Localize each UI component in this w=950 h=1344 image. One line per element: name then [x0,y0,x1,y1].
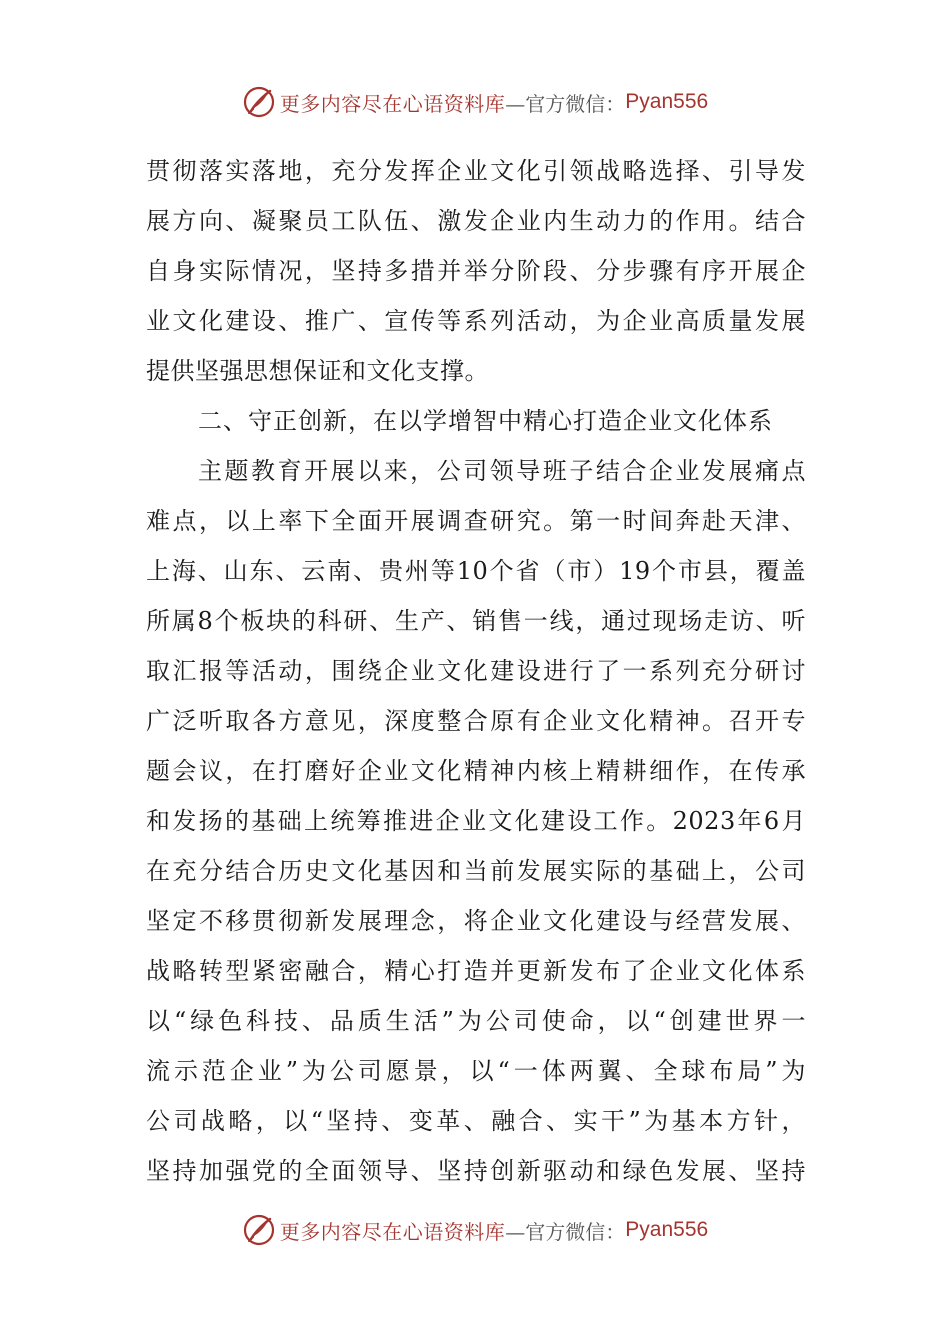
text-line: 上海、山东、云南、贵州等10个省（市）19个市县，覆盖 [146,557,806,585]
section-heading: 二、守正创新，在以学增智中精心打造企业文化体系 [198,407,773,435]
banner-text: 更多内容尽在心语资料库 [279,1219,506,1244]
text-line: 所属8个板块的科研、生产、销售一线，通过现场走访、听 [146,607,806,635]
banner-wechat-id: Pyan556 [625,90,709,113]
text-line: 流示范企业”为公司愿景，以“一体两翼、全球布局”为 [146,1057,806,1085]
banner-separator: —官方微信： [505,1219,626,1244]
text-line: 主题教育开展以来，公司领导班子结合企业发展痛点 [198,457,806,485]
banner-separator: —官方微信： [505,91,626,116]
quill-logo-icon [242,1213,276,1247]
text-line: 坚定不移贯彻新发展理念，将企业文化建设与经营发展、 [146,907,806,935]
header-watermark [0,82,950,122]
text-line: 难点，以上率下全面开展调查研究。第一时间奔赴天津、 [146,507,806,535]
text-line: 自身实际情况，坚持多措并举分阶段、分步骤有序开展企 [146,257,806,285]
text-line: 业文化建设、推广、宣传等系列活动，为企业高质量发展 [146,307,806,335]
text-line: 题会议，在打磨好企业文化精神内核上精耕细作，在传承 [146,757,806,785]
text-line: 和发扬的基础上统筹推进企业文化建设工作。2023年6月 [146,807,806,835]
text-line: 战略转型紧密融合，精心打造并更新发布了企业文化体系 [146,957,806,985]
text-line: 贯彻落实落地，充分发挥企业文化引领战略选择、引导发 [146,157,806,185]
text-line: 坚持加强党的全面领导、坚持创新驱动和绿色发展、坚持 [146,1157,806,1185]
text-line: 提供坚强思想保证和文化支撑。 [146,357,489,385]
text-line: 广泛听取各方意见，深度整合原有企业文化精神。召开专 [146,707,806,735]
footer-watermark [0,1210,950,1250]
document-body [146,146,806,1196]
text-line: 在充分结合历史文化基因和当前发展实际的基础上，公司 [146,857,806,885]
text-line: 以“绿色科技、品质生活”为公司使命，以“创建世界一 [146,1007,806,1035]
text-line: 展方向、凝聚员工队伍、激发企业内生动力的作用。结合 [146,207,806,235]
text-line: 取汇报等活动，围绕企业文化建设进行了一系列充分研讨 [146,657,806,685]
quill-logo-icon [242,85,276,119]
banner-wechat-id: Pyan556 [625,1218,709,1241]
banner-text: 更多内容尽在心语资料库 [279,91,506,116]
text-line: 公司战略，以“坚持、变革、融合、实干”为基本方针， [146,1107,806,1135]
